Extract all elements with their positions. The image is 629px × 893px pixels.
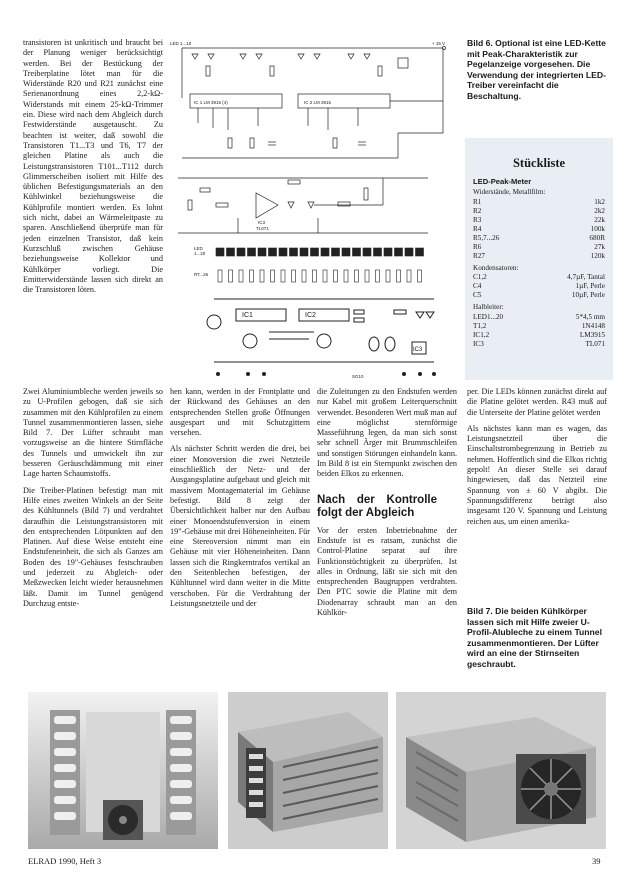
part-value: 680R — [589, 233, 605, 242]
part-value: 1µF, Perle — [575, 282, 605, 290]
photo-heatsink-front — [28, 692, 218, 849]
pcb-resistor — [376, 270, 380, 282]
page-number: 39 — [592, 856, 601, 866]
figure-6-caption: Bild 6. Optional ist eine LED-Kette mit Peak-Charakteristik zur Pegelanzeige vorgesehen. Die Verwendung der integrierten LED-Treiber vereinfacht die Beschaltung. — [467, 38, 606, 101]
pcb-resistor — [292, 270, 296, 282]
paragraph: per. Die LEDs können zunächst direkt auf die Platine gelötet werden. R43 muß auf die Unterseite der Platine gelötet werden — [467, 387, 607, 417]
part-value: 27k — [594, 242, 605, 251]
pcb-resistor — [313, 270, 317, 282]
pcb-led-pad — [248, 248, 256, 256]
resistor-heading: Widerstände, Metallfilm: — [473, 188, 546, 196]
part-value: 10µF, Perle — [571, 291, 605, 299]
pcb-resistor — [407, 270, 411, 282]
pcb-led-pad — [269, 248, 277, 256]
figure-7-caption: Bild 7. Die beiden Kühlkörper lassen sich mit Hilfe zweier U-Profil-Alubleche zu einem Tunnel zusammenmontieren. Der Lüfter wird an eine der Stirnseiten geschraubt. — [467, 606, 602, 669]
pcb-ic3-label: IC3 — [413, 347, 423, 353]
pcb-resistor — [397, 270, 401, 282]
pcb-led-pad — [290, 248, 298, 256]
pcb-led-range-label: 1...20 — [194, 251, 206, 256]
photo-heatsink-fan — [396, 692, 606, 849]
parts-list-row — [473, 291, 605, 300]
pcb-resistor — [260, 270, 264, 282]
part-ref: R6 — [473, 242, 482, 251]
part-ref: LED1...20 — [473, 312, 504, 321]
semiconductor-heading: Halbleiter: — [473, 303, 504, 311]
part-ref: R2 — [473, 206, 482, 215]
pcb-led-pad — [353, 248, 361, 256]
part-ref: C5 — [473, 291, 482, 299]
parts-list-row — [473, 243, 605, 252]
pcb-ic1-label: IC1 — [242, 312, 253, 319]
parts-list-row — [473, 198, 605, 207]
pcb-resistor — [239, 270, 243, 282]
pcb-resistor — [229, 270, 233, 282]
ic2-label: IC 2 LM 3915 — [304, 100, 332, 105]
parts-list-row — [473, 340, 605, 349]
pcb-led-pad — [363, 248, 371, 256]
pcb-led-pad — [416, 248, 424, 256]
pcb-ic2-label: IC2 — [305, 312, 316, 319]
paragraph: Als nächstes kann man es wagen, das Leistungsnetzteil über die Einschaltstrombegrenzung in Betrieb zu nehmen. Hoffentlich sind die Elkos richtig gepolt! An dieser Stelle sei darauf hingewiesen, daß das Netzteil eine Spannung von ± 60 V abgibt. Die Spannungsdifferenz beträgt also insgesamt 120 V. Spannung und Leistung reichen aus, um einen amerika- — [467, 423, 607, 526]
pcb-layout-diagram — [194, 244, 456, 384]
pcb-resistor — [386, 270, 390, 282]
supply-label: + 15 V — [432, 41, 446, 46]
part-ref: C4 — [473, 282, 482, 290]
pcb-led-pad — [342, 248, 350, 256]
column-1-bottom — [23, 387, 163, 615]
paragraph: Zwei Aluminiumbleche werden jeweils so zu U-Profilen gebogen, daß sie sich zusammen mit den Kühlprofilen zu einem Tunnel zusammenmontieren lassen, siehe Bild 7. Der Lüfter schraubt man vorzugsweise an die hintere Stirnfläche des Tunnels und umwickelt ihn zur besseren Geräuschdämmung mit einer Lage harten Schaumstoffs. — [23, 387, 163, 479]
part-value: 4,7µF, Tantal — [567, 273, 605, 281]
pcb-led-pad — [279, 248, 287, 256]
part-ref: R1 — [473, 197, 482, 206]
pcb-led-pad — [374, 248, 382, 256]
parts-list-subtitle: LED-Peak-Meter — [473, 177, 532, 186]
parts-list-row — [473, 282, 605, 291]
paragraph: Vor der ersten Inbetriebnahme der Endstufe ist es ratsam, zunächst die Control-Platine separat auf ihre Funktionstüchtigkeit zu überprüfen. Ist alles in Ordnung, läßt sie sich mit den entsprechenden Baugruppen verdrahten. Den PTC sowie die Platine mit dem Diodenarray schraubt man an den Kühlkör- — [317, 525, 457, 618]
part-value: 1k2 — [594, 197, 605, 206]
pcb-led-label: LED — [194, 246, 203, 251]
parts-list — [465, 138, 613, 380]
pcb-resistor — [365, 270, 369, 282]
pcb-led-pad — [321, 248, 329, 256]
led-label: LED 1...10 — [170, 41, 192, 46]
column-1-top — [23, 38, 163, 301]
part-ref: IC1,2 — [473, 330, 490, 339]
parts-list-row — [473, 225, 605, 234]
part-value: LM3915 — [579, 330, 605, 339]
ic1-label: IC 1 LM 3915 (4) — [194, 100, 228, 105]
pcb-resistor — [271, 270, 275, 282]
parts-list-row — [473, 322, 605, 331]
pcb-resistor — [355, 270, 359, 282]
photo-heatsink-side — [228, 692, 388, 849]
ic3-label: IC3 — [258, 220, 266, 225]
parts-list-title: Stückliste — [512, 156, 566, 170]
paragraph: hen kann, werden in der Frontplatte und der Rückwand des Gehäuses an den entsprechenden Stellen große Öffnungen ausgespart und mit Schutzgittern versehen. — [170, 387, 310, 438]
parts-list-row — [473, 313, 605, 322]
pcb-resistor — [250, 270, 254, 282]
parts-list-row — [473, 216, 605, 225]
part-ref: C1,2 — [473, 273, 487, 281]
pcb-rt-label: RT...26 — [194, 272, 209, 277]
paragraph: transistoren ist unkritisch und braucht bei der Planung weniger berücksichtigt werden. Bei der Bestückung der Treiberplatine lötet man für die Widerstände R20 und R21 zunächst eine Serienanordnung eines 2,2-kΩ-Widerstands mit einem 25-kΩ-Trimmer ein. Diese wird nach dem Abgleich durch Festwiderstände ausgetauscht. Zu beachten ist weiter, daß sowohl die Transistoren T1...T3 und T6, T7 der gleichen Platine als auch die Leistungstransistoren T101...T112 durch Glimmerscheiben isoliert mit Hilfe des üblichen Befestigungsmaterials an den Kühlwinkel beziehungsweise die Kühlprofile montiert werden. Es lohnt sich nicht, dabei an Wärmeleitpaste zu sparen. Anschließend überprüfe man für jeden einzelnen Transistor, daß kein Kurzschluß zwischen Gehäuse beziehungsweise Kollektor und Kühlkörper vorliegt. Die Emitterwiderstände lassen sich direkt an die Transistoren löten. — [23, 38, 163, 295]
pcb-led-pad — [300, 248, 308, 256]
pcb-resistor — [334, 270, 338, 282]
part-ref: IC3 — [473, 339, 484, 348]
part-ref: R3 — [473, 215, 482, 224]
capacitor-heading: Kondensatoren: — [473, 263, 519, 272]
part-value: 22k — [594, 215, 605, 224]
section-heading: Nach der Kontrolle folgt der Abgleich — [317, 493, 437, 519]
pcb-led-pad — [227, 248, 235, 256]
pcb-code-label: SG10 — [352, 374, 364, 379]
part-ref: R27 — [473, 251, 485, 260]
parts-list-row — [473, 331, 605, 340]
part-value: 2k2 — [594, 206, 605, 215]
paragraph: Die Treiber-Platinen befestigt man mit Hilfe eines zweiten Winkels an der Seite des Kühltunnels (Bild 7) und verdrahtet daraufhin die Leistungstransistoren mit den entsprechenden Lötpunkten auf den Platinen. Auf diese Weise entsteht eine Endstufeneinheit, die sich als Ganzes am Boden des 19"-Gehäuses festschrauben und jederzeit zu Abgleich- oder Meßzwecken leicht wieder herausnehmen läßt. Damit im Tunnel genügend Durchzug entste- — [23, 485, 163, 608]
pcb-led-pad — [405, 248, 413, 256]
schematic-diagram — [168, 38, 460, 241]
pcb-resistor — [323, 270, 327, 282]
part-value: 100k — [590, 224, 605, 233]
pcb-led-pad — [384, 248, 392, 256]
opamp-symbol — [256, 193, 278, 218]
part-value: TL071 — [585, 339, 605, 348]
paragraph: Als nächster Schritt werden die drei, bei einer Monoversion die zwei Netzteile einschließlich der Netz- und der Ausgangsplatine aufgebaut und gleich mit massivem Montagematerial im Gehäuse befestigt. Bild 8 zeigt der Übersichtlichkeit halber nur den Aufbau einer Monoendstufenversion in einem 19"-Gehäuse mit drei Höheneinheiten. Für eine Stereoversion nimmt man ein Gehäuse mit vier Höheneinheiten. Dann lassen sich die Ringkerntrafos vertikal an den Seitenblechen befestigen, der Kühltunnel wird dann weiter in die Mitte verschoben. Für die Verdrahtung der Leistungsnetzteile und der — [170, 444, 310, 608]
pcb-resistor — [218, 270, 222, 282]
pcb-resistor — [302, 270, 306, 282]
pcb-led-pad — [216, 248, 224, 256]
ic3-type-label: TL071 — [256, 226, 269, 231]
pcb-led-pad — [332, 248, 340, 256]
column-4 — [467, 387, 607, 533]
paragraph: die Zuleitungen zu den Endstufen werden nur Kabel mit großem Leiterquerschnitt verwendet. Besonderen Wert muß man auf eine möglichst sternförmige Masseführung legen, da man sich sonst sehr schnell Ärger mit Brummschleifen und sonstigen Störungen einhandeln kann. Im Bild 8 ist ein Sternpunkt zwischen den beiden Elkos zu erkennen. — [317, 387, 457, 479]
part-value: 120k — [590, 251, 605, 260]
part-ref: T1,2 — [473, 321, 487, 330]
column-3 — [317, 387, 457, 624]
pcb-led-pad — [311, 248, 319, 256]
part-ref: R4 — [473, 224, 482, 233]
parts-list-row — [473, 207, 605, 216]
part-ref: R5,7...26 — [473, 233, 500, 242]
parts-list-row — [473, 273, 605, 282]
parts-list-row — [473, 252, 605, 261]
pcb-led-pad — [237, 248, 245, 256]
footer-issue: ELRAD 1990, Heft 3 — [28, 856, 102, 866]
pcb-resistor — [281, 270, 285, 282]
part-value: 5*4,5 mm — [575, 312, 605, 321]
pcb-resistor — [418, 270, 422, 282]
part-value: 1N4148 — [581, 321, 605, 330]
pcb-led-pad — [258, 248, 266, 256]
column-2 — [170, 387, 310, 615]
pcb-led-pad — [395, 248, 403, 256]
pcb-resistor — [344, 270, 348, 282]
parts-list-row — [473, 234, 605, 243]
